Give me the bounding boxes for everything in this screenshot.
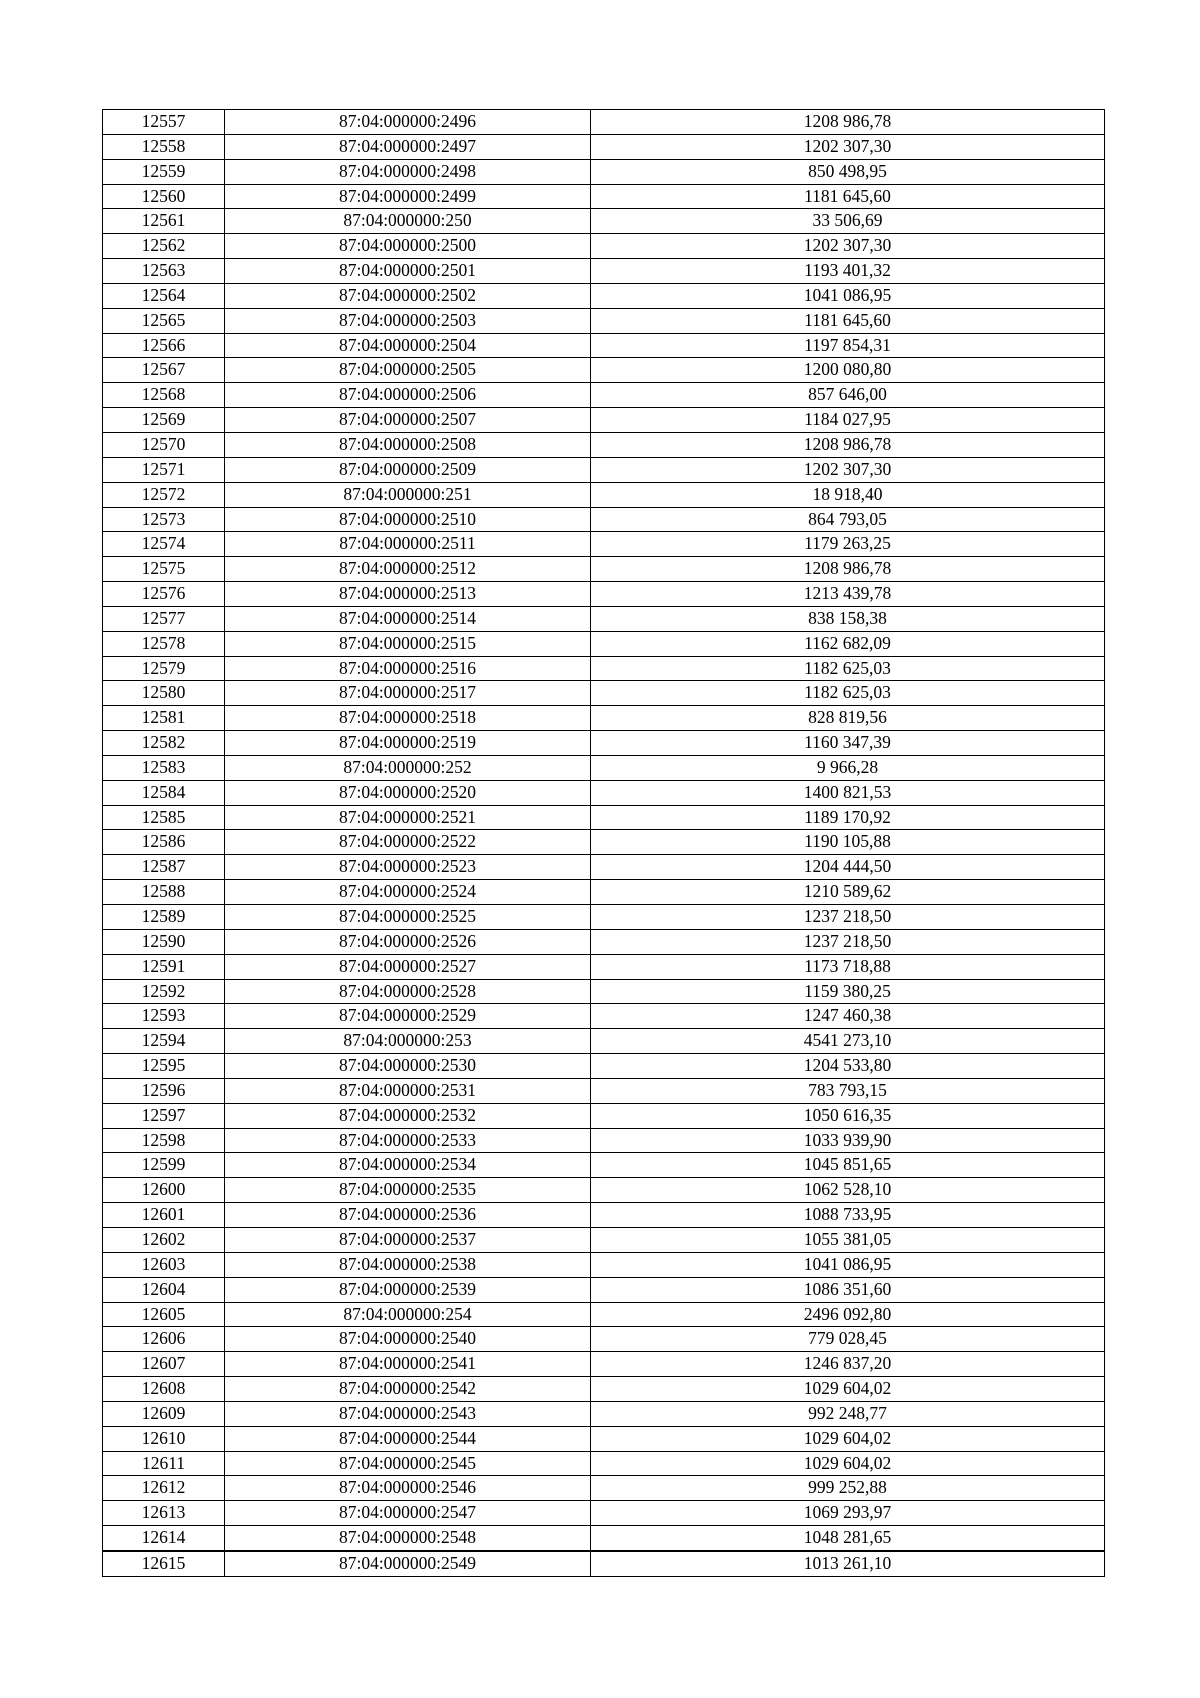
cadastral-value-cell: 864 793,05 — [591, 507, 1105, 532]
row-number-cell: 12610 — [103, 1426, 225, 1451]
row-number-cell: 12564 — [103, 283, 225, 308]
table-body — [103, 110, 1105, 1577]
row-number-cell: 12575 — [103, 557, 225, 582]
cadastral-number-cell: 87:04:000000:250 — [225, 209, 591, 234]
row-number-cell: 12602 — [103, 1227, 225, 1252]
row-number-cell: 12588 — [103, 880, 225, 905]
cadastral-value-cell: 1208 986,78 — [591, 432, 1105, 457]
row-number-cell: 12582 — [103, 731, 225, 756]
cadastral-value-cell: 779 028,45 — [591, 1327, 1105, 1352]
cadastral-number-cell: 87:04:000000:2503 — [225, 308, 591, 333]
cadastral-number-cell: 87:04:000000:2513 — [225, 582, 591, 607]
table-row — [103, 905, 1105, 930]
cadastral-number-cell: 87:04:000000:254 — [225, 1302, 591, 1327]
table-row — [103, 1178, 1105, 1203]
cadastral-value-cell: 1041 086,95 — [591, 1252, 1105, 1277]
row-number-cell: 12595 — [103, 1054, 225, 1079]
cadastral-number-cell: 87:04:000000:2507 — [225, 408, 591, 433]
row-number-cell: 12584 — [103, 780, 225, 805]
row-number-cell: 12596 — [103, 1078, 225, 1103]
cadastral-value-cell: 1190 105,88 — [591, 830, 1105, 855]
cadastral-value-cell: 992 248,77 — [591, 1401, 1105, 1426]
table-row — [103, 532, 1105, 557]
table-row — [103, 805, 1105, 830]
cadastral-number-cell: 87:04:000000:2519 — [225, 731, 591, 756]
table-row — [103, 1128, 1105, 1153]
cadastral-value-cell: 1045 851,65 — [591, 1153, 1105, 1178]
row-number-cell: 12574 — [103, 532, 225, 557]
cadastral-value-cell: 1213 439,78 — [591, 582, 1105, 607]
cadastral-number-cell: 87:04:000000:2532 — [225, 1103, 591, 1128]
cadastral-number-cell: 87:04:000000:2535 — [225, 1178, 591, 1203]
cadastral-value-cell: 1182 625,03 — [591, 656, 1105, 681]
row-number-cell: 12563 — [103, 259, 225, 284]
row-number-cell: 12578 — [103, 631, 225, 656]
row-number-cell: 12562 — [103, 234, 225, 259]
table-row — [103, 1501, 1105, 1526]
table-row — [103, 1277, 1105, 1302]
table-row — [103, 780, 1105, 805]
cadastral-number-cell: 87:04:000000:251 — [225, 482, 591, 507]
table-row — [103, 358, 1105, 383]
cadastral-value-cell: 1202 307,30 — [591, 457, 1105, 482]
cadastral-number-cell: 87:04:000000:2534 — [225, 1153, 591, 1178]
table-row — [103, 557, 1105, 582]
cadastral-value-cell: 1208 986,78 — [591, 557, 1105, 582]
table-row — [103, 1476, 1105, 1501]
row-number-cell: 12609 — [103, 1401, 225, 1426]
cadastral-value-cell: 999 252,88 — [591, 1476, 1105, 1501]
row-number-cell: 12608 — [103, 1377, 225, 1402]
cadastral-value-cell: 1050 616,35 — [591, 1103, 1105, 1128]
cadastral-value-cell: 1204 533,80 — [591, 1054, 1105, 1079]
row-number-cell: 12568 — [103, 383, 225, 408]
table-row — [103, 1203, 1105, 1228]
cadastral-number-cell: 87:04:000000:2518 — [225, 706, 591, 731]
cadastral-number-cell: 87:04:000000:2531 — [225, 1078, 591, 1103]
cadastral-value-cell: 1041 086,95 — [591, 283, 1105, 308]
table-row — [103, 1377, 1105, 1402]
cadastral-number-cell: 87:04:000000:2497 — [225, 134, 591, 159]
row-number-cell: 12576 — [103, 582, 225, 607]
cadastral-number-cell: 87:04:000000:2543 — [225, 1401, 591, 1426]
row-number-cell: 12593 — [103, 1004, 225, 1029]
cadastral-value-cell: 1013 261,10 — [591, 1551, 1105, 1576]
cadastral-value-cell: 1202 307,30 — [591, 234, 1105, 259]
row-number-cell: 12612 — [103, 1476, 225, 1501]
cadastral-number-cell: 87:04:000000:2530 — [225, 1054, 591, 1079]
cadastral-number-cell: 87:04:000000:2542 — [225, 1377, 591, 1402]
cadastral-value-cell: 857 646,00 — [591, 383, 1105, 408]
cadastral-number-cell: 87:04:000000:2500 — [225, 234, 591, 259]
table-row — [103, 582, 1105, 607]
cadastral-number-cell: 87:04:000000:2499 — [225, 184, 591, 209]
cadastral-value-cell: 1048 281,65 — [591, 1526, 1105, 1551]
table-row — [103, 706, 1105, 731]
cadastral-value-cell: 1200 080,80 — [591, 358, 1105, 383]
row-number-cell: 12598 — [103, 1128, 225, 1153]
cadastral-number-cell: 87:04:000000:2504 — [225, 333, 591, 358]
cadastral-value-cell: 1086 351,60 — [591, 1277, 1105, 1302]
table-row — [103, 110, 1105, 135]
row-number-cell: 12591 — [103, 954, 225, 979]
cadastral-number-cell: 87:04:000000:2538 — [225, 1252, 591, 1277]
table-row — [103, 234, 1105, 259]
cadastral-number-cell: 87:04:000000:2547 — [225, 1501, 591, 1526]
table-row — [103, 731, 1105, 756]
cadastral-value-cell: 1159 380,25 — [591, 979, 1105, 1004]
table-row — [103, 1227, 1105, 1252]
table-row — [103, 855, 1105, 880]
cadastral-value-cell: 1193 401,32 — [591, 259, 1105, 284]
cadastral-value-cell: 1173 718,88 — [591, 954, 1105, 979]
table-row — [103, 656, 1105, 681]
cadastral-number-cell: 87:04:000000:2521 — [225, 805, 591, 830]
cadastral-number-cell: 87:04:000000:2502 — [225, 283, 591, 308]
row-number-cell: 12569 — [103, 408, 225, 433]
table-row — [103, 1451, 1105, 1476]
cadastral-number-cell: 87:04:000000:2537 — [225, 1227, 591, 1252]
cadastral-value-cell: 1182 625,03 — [591, 681, 1105, 706]
cadastral-number-cell: 87:04:000000:2520 — [225, 780, 591, 805]
cadastral-value-cell: 1184 027,95 — [591, 408, 1105, 433]
cadastral-number-cell: 87:04:000000:2508 — [225, 432, 591, 457]
row-number-cell: 12573 — [103, 507, 225, 532]
cadastral-value-cell: 1029 604,02 — [591, 1377, 1105, 1402]
cadastral-value-cell: 1204 444,50 — [591, 855, 1105, 880]
cadastral-value-cell: 2496 092,80 — [591, 1302, 1105, 1327]
row-number-cell: 12607 — [103, 1352, 225, 1377]
cadastral-number-cell: 87:04:000000:253 — [225, 1029, 591, 1054]
row-number-cell: 12566 — [103, 333, 225, 358]
table-row — [103, 880, 1105, 905]
row-number-cell: 12565 — [103, 308, 225, 333]
table-row — [103, 1078, 1105, 1103]
cadastral-value-cell: 1181 645,60 — [591, 184, 1105, 209]
table-row — [103, 333, 1105, 358]
table-row — [103, 1054, 1105, 1079]
table-row — [103, 383, 1105, 408]
cadastral-value-cell: 1247 460,38 — [591, 1004, 1105, 1029]
cadastral-value-cell: 33 506,69 — [591, 209, 1105, 234]
table-row — [103, 1029, 1105, 1054]
cadastral-value-cell: 1179 263,25 — [591, 532, 1105, 557]
cadastral-number-cell: 87:04:000000:2524 — [225, 880, 591, 905]
cadastral-value-table — [102, 109, 1105, 1577]
table-row — [103, 755, 1105, 780]
cadastral-number-cell: 87:04:000000:2544 — [225, 1426, 591, 1451]
cadastral-value-cell: 1189 170,92 — [591, 805, 1105, 830]
cadastral-number-cell: 87:04:000000:2545 — [225, 1451, 591, 1476]
cadastral-number-cell: 87:04:000000:2512 — [225, 557, 591, 582]
row-number-cell: 12599 — [103, 1153, 225, 1178]
cadastral-number-cell: 87:04:000000:2506 — [225, 383, 591, 408]
table-row — [103, 134, 1105, 159]
cadastral-number-cell: 87:04:000000:2505 — [225, 358, 591, 383]
cadastral-number-cell: 87:04:000000:2546 — [225, 1476, 591, 1501]
cadastral-number-cell: 87:04:000000:2522 — [225, 830, 591, 855]
cadastral-value-cell: 1088 733,95 — [591, 1203, 1105, 1228]
table-row — [103, 1352, 1105, 1377]
table-row — [103, 432, 1105, 457]
cadastral-number-cell: 87:04:000000:2509 — [225, 457, 591, 482]
row-number-cell: 12589 — [103, 905, 225, 930]
cadastral-value-cell: 1062 528,10 — [591, 1178, 1105, 1203]
row-number-cell: 12587 — [103, 855, 225, 880]
table-row — [103, 929, 1105, 954]
row-number-cell: 12615 — [103, 1551, 225, 1576]
cadastral-number-cell: 87:04:000000:2527 — [225, 954, 591, 979]
row-number-cell: 12604 — [103, 1277, 225, 1302]
cadastral-value-cell: 1202 307,30 — [591, 134, 1105, 159]
row-number-cell: 12597 — [103, 1103, 225, 1128]
row-number-cell: 12606 — [103, 1327, 225, 1352]
cadastral-value-cell: 4541 273,10 — [591, 1029, 1105, 1054]
row-number-cell: 12572 — [103, 482, 225, 507]
row-number-cell: 12558 — [103, 134, 225, 159]
row-number-cell: 12592 — [103, 979, 225, 1004]
row-number-cell: 12614 — [103, 1526, 225, 1551]
row-number-cell: 12579 — [103, 656, 225, 681]
cadastral-number-cell: 87:04:000000:2539 — [225, 1277, 591, 1302]
cadastral-value-cell: 9 966,28 — [591, 755, 1105, 780]
table-row — [103, 184, 1105, 209]
cadastral-number-cell: 87:04:000000:2498 — [225, 159, 591, 184]
cadastral-value-cell: 1029 604,02 — [591, 1451, 1105, 1476]
row-number-cell: 12603 — [103, 1252, 225, 1277]
cadastral-value-cell: 1237 218,50 — [591, 905, 1105, 930]
table-row — [103, 408, 1105, 433]
cadastral-value-cell: 783 793,15 — [591, 1078, 1105, 1103]
row-number-cell: 12611 — [103, 1451, 225, 1476]
cadastral-number-cell: 87:04:000000:252 — [225, 755, 591, 780]
cadastral-value-cell: 850 498,95 — [591, 159, 1105, 184]
row-number-cell: 12585 — [103, 805, 225, 830]
cadastral-value-cell: 1237 218,50 — [591, 929, 1105, 954]
cadastral-value-cell: 838 158,38 — [591, 606, 1105, 631]
cadastral-value-cell: 1400 821,53 — [591, 780, 1105, 805]
table-row — [103, 1103, 1105, 1128]
row-number-cell: 12613 — [103, 1501, 225, 1526]
row-number-cell: 12570 — [103, 432, 225, 457]
row-number-cell: 12571 — [103, 457, 225, 482]
cadastral-value-cell: 1181 645,60 — [591, 308, 1105, 333]
cadastral-number-cell: 87:04:000000:2540 — [225, 1327, 591, 1352]
cadastral-number-cell: 87:04:000000:2514 — [225, 606, 591, 631]
table-row — [103, 1401, 1105, 1426]
table-row — [103, 606, 1105, 631]
cadastral-number-cell: 87:04:000000:2536 — [225, 1203, 591, 1228]
row-number-cell: 12581 — [103, 706, 225, 731]
table-row — [103, 1153, 1105, 1178]
cadastral-number-cell: 87:04:000000:2523 — [225, 855, 591, 880]
table-row — [103, 507, 1105, 532]
cadastral-number-cell: 87:04:000000:2515 — [225, 631, 591, 656]
cadastral-number-cell: 87:04:000000:2496 — [225, 110, 591, 135]
table-row — [103, 1327, 1105, 1352]
cadastral-value-cell: 1069 293,97 — [591, 1501, 1105, 1526]
table-row — [103, 1004, 1105, 1029]
row-number-cell: 12580 — [103, 681, 225, 706]
row-number-cell: 12601 — [103, 1203, 225, 1228]
table-row — [103, 1252, 1105, 1277]
cadastral-number-cell: 87:04:000000:2528 — [225, 979, 591, 1004]
cadastral-value-cell: 1197 854,31 — [591, 333, 1105, 358]
cadastral-value-cell: 1055 381,05 — [591, 1227, 1105, 1252]
cadastral-value-cell: 1208 986,78 — [591, 110, 1105, 135]
row-number-cell: 12560 — [103, 184, 225, 209]
cadastral-value-cell: 18 918,40 — [591, 482, 1105, 507]
table-row — [103, 1526, 1105, 1551]
table-row — [103, 979, 1105, 1004]
table-row — [103, 457, 1105, 482]
table-row — [103, 1426, 1105, 1451]
cadastral-value-cell: 1160 347,39 — [591, 731, 1105, 756]
cadastral-number-cell: 87:04:000000:2541 — [225, 1352, 591, 1377]
table-row — [103, 1302, 1105, 1327]
cadastral-number-cell: 87:04:000000:2529 — [225, 1004, 591, 1029]
table-row — [103, 482, 1105, 507]
row-number-cell: 12561 — [103, 209, 225, 234]
table-row — [103, 830, 1105, 855]
cadastral-value-cell: 1029 604,02 — [591, 1426, 1105, 1451]
cadastral-number-cell: 87:04:000000:2525 — [225, 905, 591, 930]
cadastral-value-cell: 1033 939,90 — [591, 1128, 1105, 1153]
row-number-cell: 12567 — [103, 358, 225, 383]
row-number-cell: 12600 — [103, 1178, 225, 1203]
row-number-cell: 12559 — [103, 159, 225, 184]
table-row — [103, 209, 1105, 234]
cadastral-value-cell: 828 819,56 — [591, 706, 1105, 731]
cadastral-value-cell: 1162 682,09 — [591, 631, 1105, 656]
row-number-cell: 12583 — [103, 755, 225, 780]
cadastral-number-cell: 87:04:000000:2501 — [225, 259, 591, 284]
table-row — [103, 1551, 1105, 1576]
table-row — [103, 631, 1105, 656]
cadastral-number-cell: 87:04:000000:2516 — [225, 656, 591, 681]
row-number-cell: 12557 — [103, 110, 225, 135]
table-row — [103, 259, 1105, 284]
table-row — [103, 159, 1105, 184]
cadastral-number-cell: 87:04:000000:2526 — [225, 929, 591, 954]
cadastral-number-cell: 87:04:000000:2517 — [225, 681, 591, 706]
table-row — [103, 308, 1105, 333]
cadastral-number-cell: 87:04:000000:2549 — [225, 1551, 591, 1576]
table-row — [103, 283, 1105, 308]
cadastral-number-cell: 87:04:000000:2533 — [225, 1128, 591, 1153]
row-number-cell: 12590 — [103, 929, 225, 954]
row-number-cell: 12586 — [103, 830, 225, 855]
row-number-cell: 12594 — [103, 1029, 225, 1054]
table-row — [103, 954, 1105, 979]
cadastral-number-cell: 87:04:000000:2510 — [225, 507, 591, 532]
cadastral-number-cell: 87:04:000000:2511 — [225, 532, 591, 557]
row-number-cell: 12605 — [103, 1302, 225, 1327]
cadastral-value-cell: 1246 837,20 — [591, 1352, 1105, 1377]
row-number-cell: 12577 — [103, 606, 225, 631]
cadastral-number-cell: 87:04:000000:2548 — [225, 1526, 591, 1551]
table-row — [103, 681, 1105, 706]
cadastral-value-cell: 1210 589,62 — [591, 880, 1105, 905]
